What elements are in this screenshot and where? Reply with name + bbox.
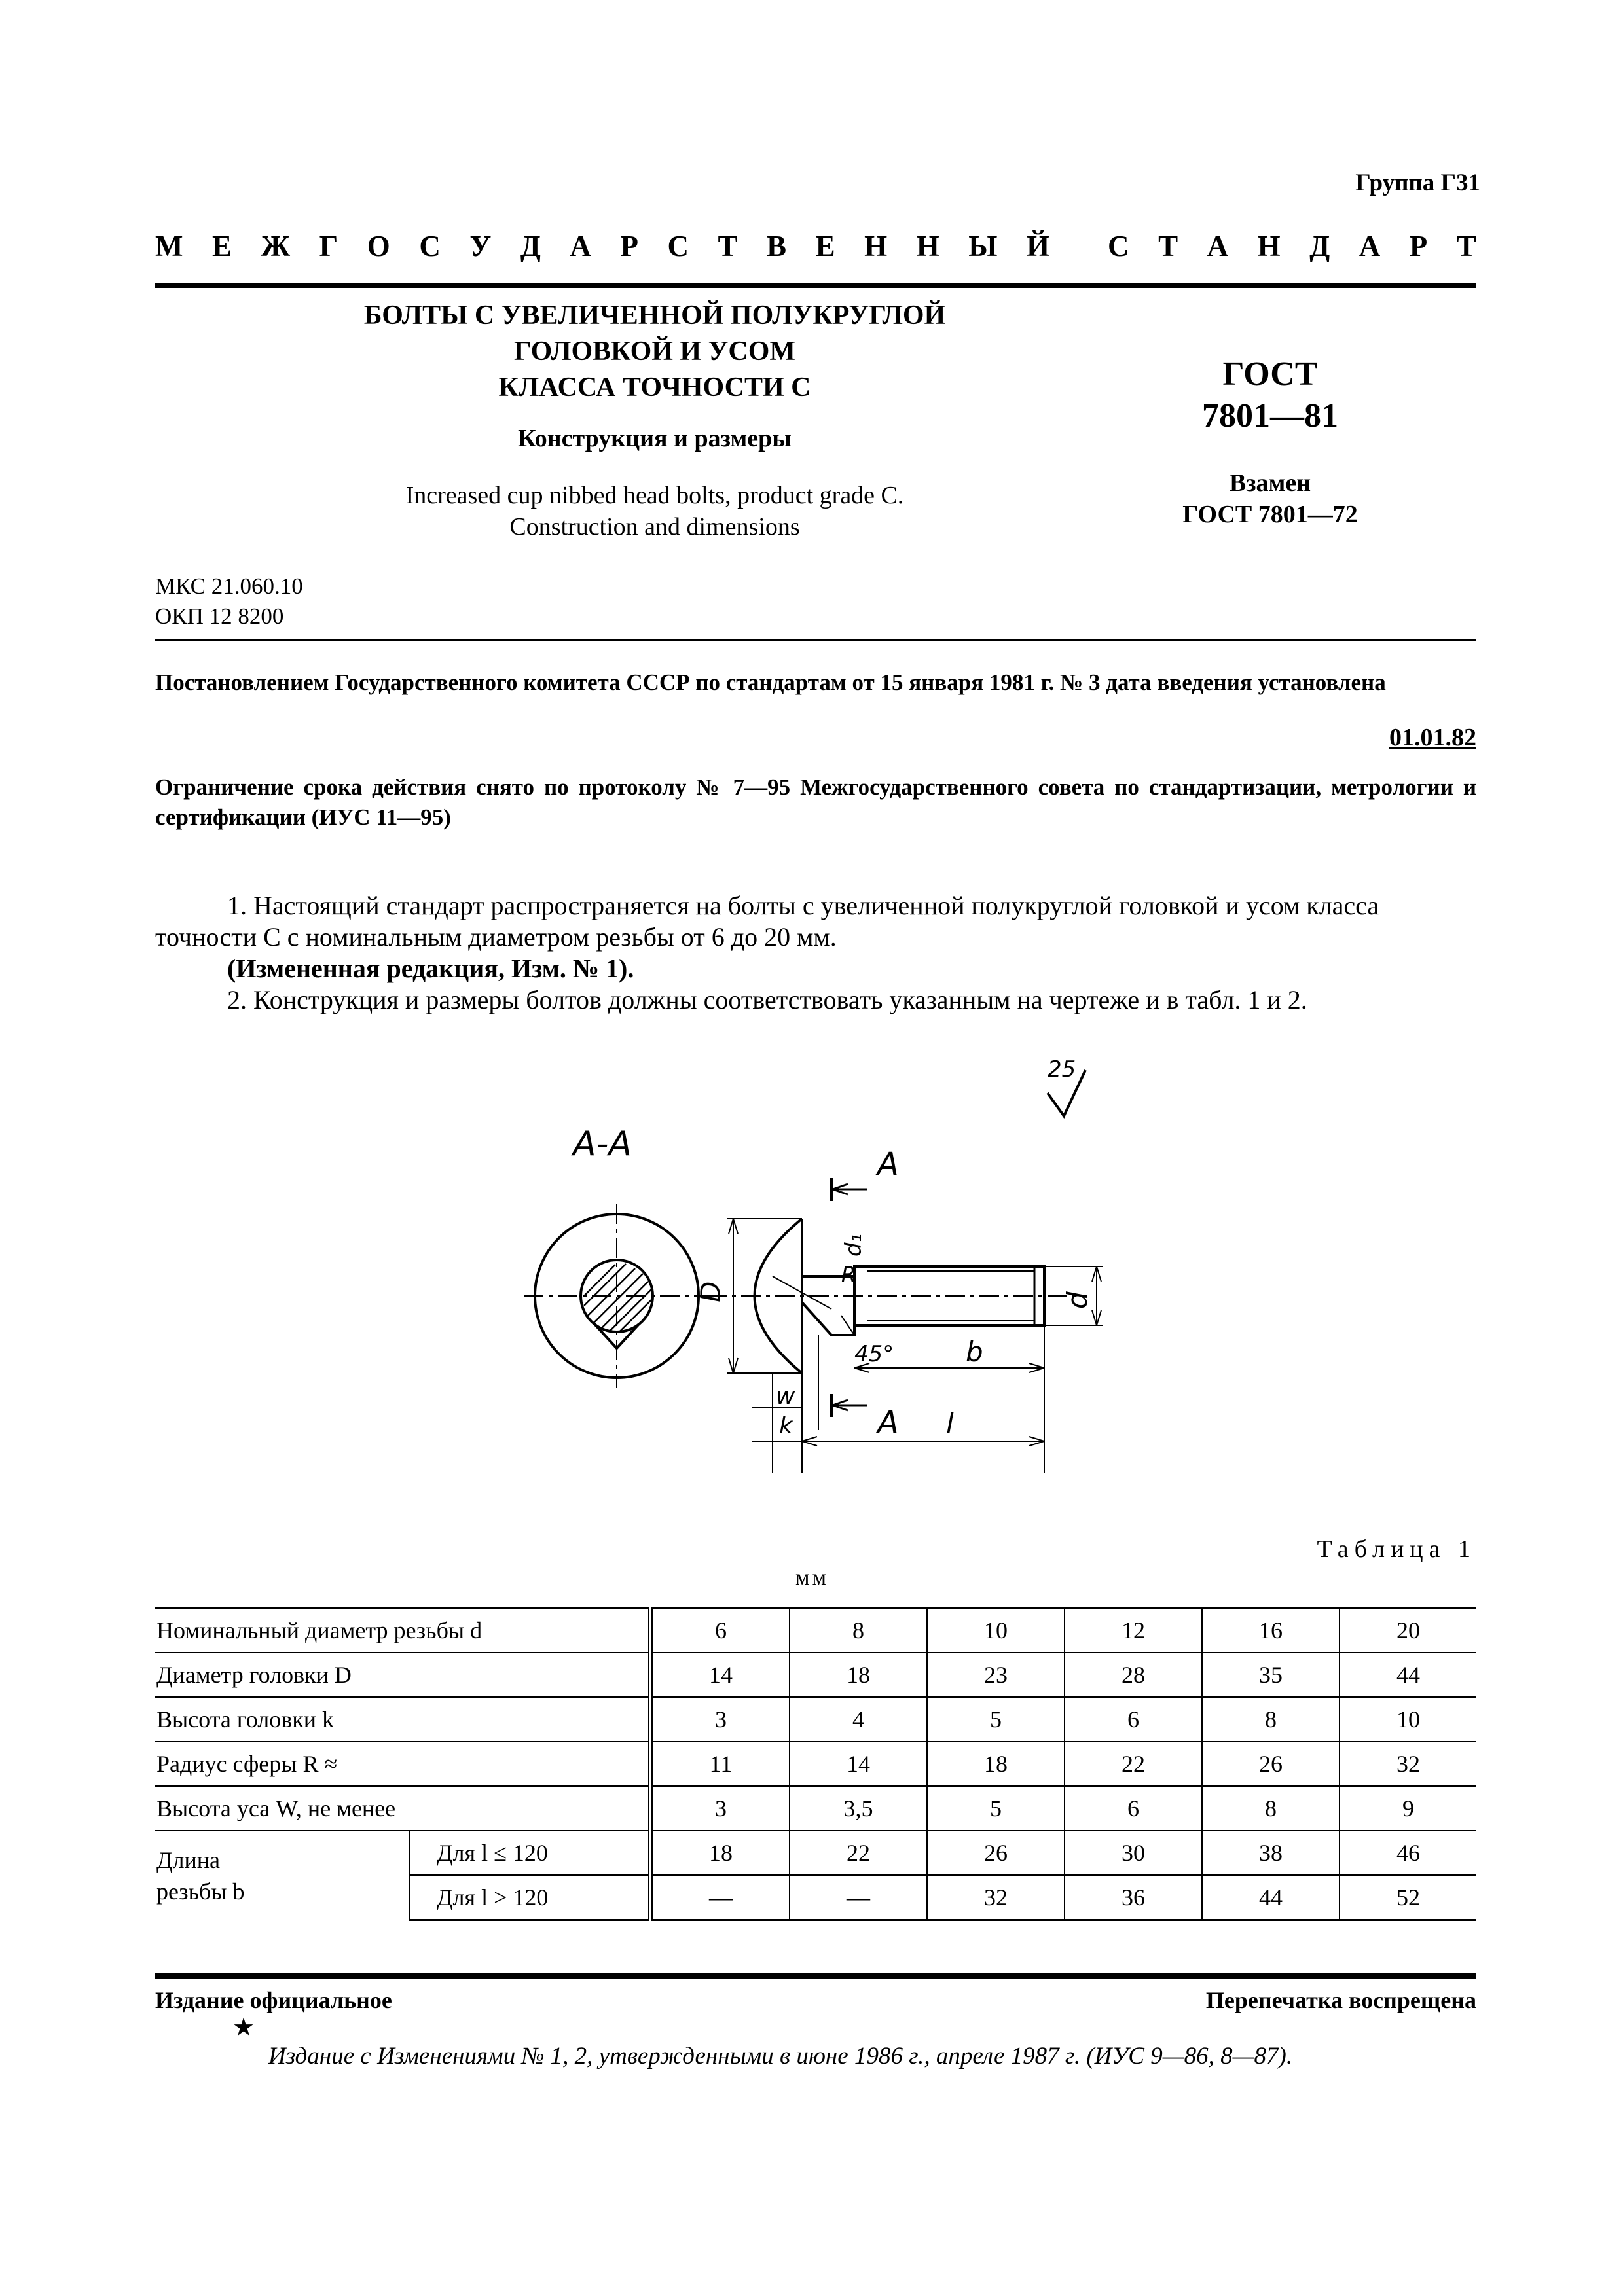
english-title-line-2: Construction and dimensions bbox=[509, 513, 800, 541]
table-cell: 35 bbox=[1202, 1653, 1340, 1697]
replace-number: ГОСТ 7801—72 bbox=[1182, 501, 1358, 528]
heading-letter: М bbox=[155, 230, 183, 262]
table-cell: 5 bbox=[927, 1786, 1065, 1831]
edition-note: Издание с Изменениями № 1, 2, утвержденными в июне 1986 г., апреле 1987 г. (ИУС 9—86, 8—87). bbox=[268, 2043, 1293, 2070]
table-cell: 30 bbox=[1065, 1831, 1202, 1875]
table-cell: 6 bbox=[1065, 1786, 1202, 1831]
document-title bbox=[308, 298, 1002, 406]
label-k: k bbox=[779, 1412, 793, 1439]
heading-letter: Ы bbox=[968, 230, 998, 262]
table-cell: 6 bbox=[1065, 1697, 1202, 1742]
table-cell: 8 bbox=[790, 1608, 927, 1653]
title-line-1: БОЛТЫ С УВЕЛИЧЕННОЙ ПОЛУКРУГЛОЙ bbox=[363, 300, 946, 331]
table-cell: 10 bbox=[1340, 1697, 1476, 1742]
header-rule bbox=[155, 283, 1476, 288]
row-label: Диаметр головки D bbox=[155, 1653, 651, 1697]
heading-letter: Т bbox=[1456, 230, 1476, 262]
row-label: Высота головки k bbox=[155, 1697, 651, 1742]
table-cell: — bbox=[790, 1875, 927, 1920]
section-label: А-А bbox=[573, 1124, 632, 1164]
mks-code: МКС 21.060.10 bbox=[155, 573, 303, 599]
label-angle: 45° bbox=[854, 1341, 894, 1367]
table-caption: Таблица 1 bbox=[1317, 1535, 1476, 1563]
row-label: Радиус сферы R ≈ bbox=[155, 1742, 651, 1786]
codes-rule bbox=[155, 639, 1476, 641]
table-cell: 6 bbox=[651, 1608, 790, 1653]
heading-letter: Д bbox=[1309, 230, 1330, 262]
decree-text: Постановлением Государственного комитета СССР по стандартам от 15 января 1981 г. № 3 дата введения установлена bbox=[155, 670, 1386, 695]
table-row bbox=[155, 1742, 1476, 1786]
table-cell: 8 bbox=[1202, 1697, 1340, 1742]
table-cell: 14 bbox=[790, 1742, 927, 1786]
label-a-bottom: А bbox=[877, 1405, 899, 1441]
heading-letter: У bbox=[469, 230, 492, 262]
table-cell: 26 bbox=[1202, 1742, 1340, 1786]
table-cell: 44 bbox=[1202, 1875, 1340, 1920]
bolt-drawing bbox=[511, 1041, 1152, 1473]
star-icon: ★ bbox=[232, 2014, 255, 2041]
gost-designation bbox=[1178, 353, 1362, 437]
label-a-top: А bbox=[877, 1146, 899, 1183]
document-subtitle: Конструкция и размеры bbox=[518, 425, 792, 452]
heading-letter: Т bbox=[1158, 230, 1178, 262]
heading-letter: Р bbox=[1409, 230, 1428, 262]
thread-condition: Для l ≤ 120 bbox=[410, 1831, 651, 1875]
table-cell: 11 bbox=[651, 1742, 790, 1786]
label-b: b bbox=[966, 1336, 983, 1368]
table-row bbox=[155, 1608, 1476, 1653]
table-cell: 38 bbox=[1202, 1831, 1340, 1875]
gost-label: ГОСТ bbox=[1222, 355, 1318, 393]
table-cell: 3 bbox=[651, 1697, 790, 1742]
heading-letter: Е bbox=[815, 230, 835, 262]
okp-code: ОКП 12 8200 bbox=[155, 603, 284, 629]
official-edition: Издание официальное bbox=[155, 1987, 392, 2013]
heading-letter: Е bbox=[212, 230, 232, 262]
table-cell: 32 bbox=[927, 1875, 1065, 1920]
heading-letter: Р bbox=[620, 230, 638, 262]
thread-length-label-line-1: Длина bbox=[156, 1846, 221, 1873]
heading-letter: А bbox=[570, 230, 591, 262]
table-cell: 22 bbox=[790, 1831, 927, 1875]
table-row bbox=[155, 1697, 1476, 1742]
table-cell: 28 bbox=[1065, 1653, 1202, 1697]
replaces-standard bbox=[1178, 467, 1362, 530]
label-w: w bbox=[776, 1383, 795, 1410]
roughness-value: 25 bbox=[1048, 1056, 1076, 1083]
title-line-2: ГОЛОВКОЙ И УСОМ bbox=[513, 336, 796, 367]
table-cell: 18 bbox=[651, 1831, 790, 1875]
table-cell: 14 bbox=[651, 1653, 790, 1697]
table-cell: 26 bbox=[927, 1831, 1065, 1875]
heading-letter: С bbox=[419, 230, 441, 262]
table-cell: — bbox=[651, 1875, 790, 1920]
label-l: l bbox=[946, 1408, 954, 1440]
row-label: Номинальный диаметр резьбы d bbox=[155, 1608, 651, 1653]
limitation-text: Ограничение срока действия снято по протоколу № 7—95 Межгосударственного совета по стандартизации, метрологии и сертификации (ИУС 11—95) bbox=[155, 774, 1476, 830]
label-D: D bbox=[695, 1281, 727, 1302]
table-cell: 20 bbox=[1340, 1608, 1476, 1653]
table-cell: 18 bbox=[927, 1742, 1065, 1786]
reprint-notice: Перепечатка воспрещена bbox=[1205, 1987, 1476, 2013]
table-cell: 36 bbox=[1065, 1875, 1202, 1920]
dimensions-table bbox=[155, 1607, 1476, 1921]
table-row bbox=[155, 1786, 1476, 1831]
classification-codes bbox=[155, 571, 303, 632]
heading-letter: О bbox=[367, 230, 390, 262]
table-cell: 46 bbox=[1340, 1831, 1476, 1875]
replace-label: Взамен bbox=[1229, 469, 1311, 497]
table-unit: мм bbox=[795, 1566, 830, 1590]
table-cell: 44 bbox=[1340, 1653, 1476, 1697]
table-cell: 12 bbox=[1065, 1608, 1202, 1653]
paragraph-1: 1. Настоящий стандарт распространяется на болты с увеличенной полукруглой головкой и усом класса точности С с номинальным диаметром резьбы от 6 до 20 мм. bbox=[155, 891, 1379, 952]
thread-length-label-line-2: резьбы b bbox=[156, 1878, 245, 1905]
heading-letter: В bbox=[767, 230, 787, 262]
heading-letter: Ж bbox=[261, 230, 291, 262]
heading-letter: Н bbox=[864, 230, 888, 262]
table-cell: 8 bbox=[1202, 1786, 1340, 1831]
table-row bbox=[155, 1653, 1476, 1697]
heading-letter: А bbox=[1359, 230, 1381, 262]
introduction-date: 01.01.82 bbox=[1389, 724, 1476, 751]
table-cell: 5 bbox=[927, 1697, 1065, 1742]
english-title bbox=[308, 480, 1002, 543]
label-d1: d₁ bbox=[841, 1233, 867, 1257]
heading-letter: Й bbox=[1026, 230, 1049, 262]
row-label: Высота уса W, не менее bbox=[155, 1786, 651, 1831]
heading-letter: Г bbox=[319, 230, 338, 262]
table-cell: 3,5 bbox=[790, 1786, 927, 1831]
label-R: R bbox=[841, 1262, 856, 1287]
table-cell: 9 bbox=[1340, 1786, 1476, 1831]
table-cell: 3 bbox=[651, 1786, 790, 1831]
table-cell: 52 bbox=[1340, 1875, 1476, 1920]
label-d: d bbox=[1061, 1291, 1093, 1309]
paragraph-1-amendment: (Измененная редакция, Изм. № 1). bbox=[227, 954, 634, 983]
table-row bbox=[155, 1831, 1476, 1875]
table-cell: 32 bbox=[1340, 1742, 1476, 1786]
thread-length-label bbox=[155, 1831, 410, 1920]
paragraph-2: 2. Конструкция и размеры болтов должны соответствовать указанным на чертеже и в табл. 1 и 2. bbox=[227, 985, 1307, 1014]
table-cell: 10 bbox=[927, 1608, 1065, 1653]
heading-letter: Д bbox=[520, 230, 541, 262]
heading-letter: Н bbox=[916, 230, 939, 262]
group-code: Группа Г31 bbox=[1355, 170, 1480, 196]
table-cell: 22 bbox=[1065, 1742, 1202, 1786]
footer-rule bbox=[155, 1973, 1476, 1979]
gost-number: 7801—81 bbox=[1202, 397, 1338, 435]
thread-condition: Для l > 120 bbox=[410, 1875, 651, 1920]
heading-letter: С bbox=[667, 230, 689, 262]
table-cell: 4 bbox=[790, 1697, 927, 1742]
standard-type-heading bbox=[155, 229, 1476, 263]
table-cell: 23 bbox=[927, 1653, 1065, 1697]
heading-letter: Н bbox=[1257, 230, 1281, 262]
table-cell: 16 bbox=[1202, 1608, 1340, 1653]
heading-letter: С bbox=[1108, 230, 1129, 262]
title-line-3: КЛАССА ТОЧНОСТИ С bbox=[498, 372, 811, 403]
heading-letter: Т bbox=[718, 230, 738, 262]
heading-letter: А bbox=[1207, 230, 1229, 262]
english-title-line-1: Increased cup nibbed head bolts, product grade C. bbox=[405, 482, 904, 509]
table-cell: 18 bbox=[790, 1653, 927, 1697]
